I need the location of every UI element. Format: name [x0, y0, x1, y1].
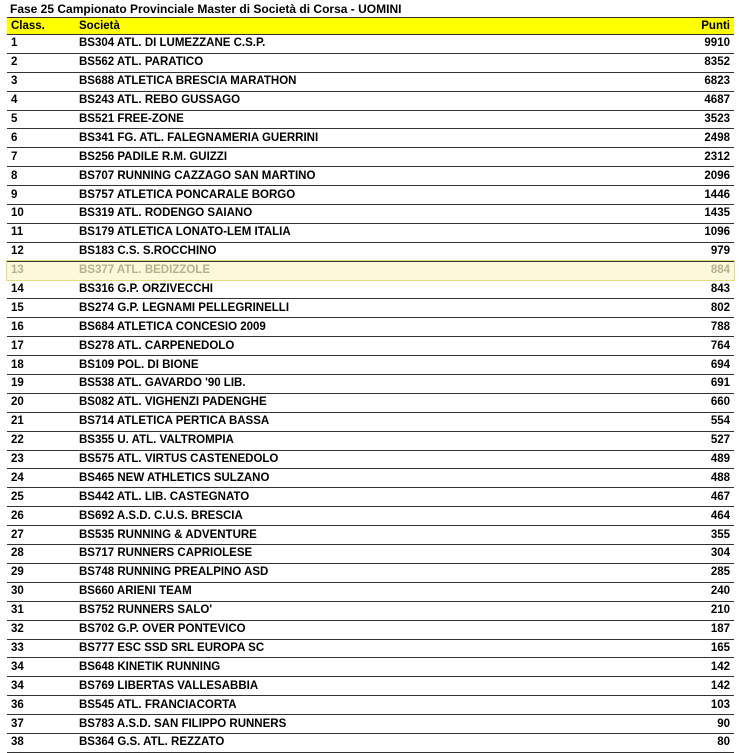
table-row — [7, 412, 734, 431]
points-cell: 90 — [635, 715, 734, 734]
table-row — [7, 601, 734, 620]
table-row — [7, 110, 734, 129]
club-cell: BS082 ATL. VIGHENZI PADENGHE — [75, 393, 635, 412]
rank-cell: 34 — [7, 658, 75, 677]
points-cell: 103 — [635, 696, 734, 715]
points-cell: 8352 — [635, 53, 734, 72]
rank-cell: 32 — [7, 620, 75, 639]
table-row — [7, 35, 734, 54]
club-cell: BS717 RUNNERS CAPRIOLESE — [75, 545, 635, 564]
rank-cell: 18 — [7, 356, 75, 375]
points-cell: 884 — [635, 261, 734, 280]
points-cell: 554 — [635, 412, 734, 431]
club-cell: BS304 ATL. DI LUMEZZANE C.S.P. — [75, 35, 635, 54]
table-row — [7, 186, 734, 205]
table-row — [7, 129, 734, 148]
club-cell: BS684 ATLETICA CONCESIO 2009 — [75, 318, 635, 337]
club-cell: BS538 ATL. GAVARDO '90 LIB. — [75, 375, 635, 394]
rank-cell: 14 — [7, 280, 75, 299]
table-row — [7, 677, 734, 696]
points-cell: 3523 — [635, 110, 734, 129]
points-cell: 527 — [635, 431, 734, 450]
points-cell: 285 — [635, 563, 734, 582]
rank-cell: 36 — [7, 696, 75, 715]
table-row — [7, 299, 734, 318]
points-cell: 355 — [635, 526, 734, 545]
club-cell: BS688 ATLETICA BRESCIA MARATHON — [75, 72, 635, 91]
club-cell: BS714 ATLETICA PERTICA BASSA — [75, 412, 635, 431]
club-cell: BS278 ATL. CARPENEDOLO — [75, 337, 635, 356]
rank-cell: 38 — [7, 733, 75, 752]
club-cell: BS692 A.S.D. C.U.S. BRESCIA — [75, 507, 635, 526]
rank-cell: 28 — [7, 545, 75, 564]
club-cell: BS562 ATL. PARATICO — [75, 53, 635, 72]
table-row — [7, 393, 734, 412]
rank-cell: 15 — [7, 299, 75, 318]
club-cell: BS648 KINETIK RUNNING — [75, 658, 635, 677]
table-row — [7, 205, 734, 224]
standings-table — [7, 17, 734, 753]
rank-cell: 26 — [7, 507, 75, 526]
club-cell: BS256 PADILE R.M. GUIZZI — [75, 148, 635, 167]
table-row — [7, 658, 734, 677]
table-row — [7, 280, 734, 299]
table-row — [7, 53, 734, 72]
club-cell: BS707 RUNNING CAZZAGO SAN MARTINO — [75, 167, 635, 186]
table-row — [7, 356, 734, 375]
rank-cell: 8 — [7, 167, 75, 186]
points-cell: 764 — [635, 337, 734, 356]
header-row — [7, 18, 734, 35]
points-cell: 6823 — [635, 72, 734, 91]
rank-cell: 33 — [7, 639, 75, 658]
rank-cell: 6 — [7, 129, 75, 148]
points-cell: 142 — [635, 677, 734, 696]
table-row — [7, 620, 734, 639]
club-cell: BS783 A.S.D. SAN FILIPPO RUNNERS — [75, 715, 635, 734]
rank-cell: 12 — [7, 242, 75, 261]
points-cell: 9910 — [635, 35, 734, 54]
club-cell: BS377 ATL. BEDIZZOLE — [75, 261, 635, 280]
table-row — [7, 545, 734, 564]
page-title: Fase 25 Campionato Provinciale Master di Società di Corsa - UOMINI — [10, 2, 402, 16]
club-cell: BS109 POL. DI BIONE — [75, 356, 635, 375]
rank-cell: 3 — [7, 72, 75, 91]
header-points: Punti — [635, 18, 734, 35]
club-cell: BS364 G.S. ATL. REZZATO — [75, 733, 635, 752]
rank-cell: 27 — [7, 526, 75, 545]
rank-cell: 34 — [7, 677, 75, 696]
rank-cell: 19 — [7, 375, 75, 394]
table-row — [7, 167, 734, 186]
rank-cell: 4 — [7, 91, 75, 110]
club-cell: BS465 NEW ATHLETICS SULZANO — [75, 469, 635, 488]
points-cell: 1435 — [635, 205, 734, 224]
header-club: Società — [75, 18, 635, 35]
rank-cell: 37 — [7, 715, 75, 734]
table-row — [7, 450, 734, 469]
club-cell: BS769 LIBERTAS VALLESABBIA — [75, 677, 635, 696]
points-cell: 80 — [635, 733, 734, 752]
rank-cell: 20 — [7, 393, 75, 412]
club-cell: BS179 ATLETICA LONATO-LEM ITALIA — [75, 223, 635, 242]
table-header — [7, 18, 734, 35]
points-cell: 210 — [635, 601, 734, 620]
rank-cell: 24 — [7, 469, 75, 488]
table-row — [7, 733, 734, 752]
points-cell: 304 — [635, 545, 734, 564]
points-cell: 2312 — [635, 148, 734, 167]
table-row — [7, 223, 734, 242]
rank-cell: 9 — [7, 186, 75, 205]
club-cell: BS545 ATL. FRANCIACORTA — [75, 696, 635, 715]
points-cell: 1096 — [635, 223, 734, 242]
club-cell: BS757 ATLETICA PONCARALE BORGO — [75, 186, 635, 205]
club-cell: BS319 ATL. RODENGO SAIANO — [75, 205, 635, 224]
rank-cell: 22 — [7, 431, 75, 450]
club-cell: BS316 G.P. ORZIVECCHI — [75, 280, 635, 299]
table-row — [7, 91, 734, 110]
club-cell: BS274 G.P. LEGNAMI PELLEGRINELLI — [75, 299, 635, 318]
club-cell: BS660 ARIENI TEAM — [75, 582, 635, 601]
table-row — [7, 696, 734, 715]
points-cell: 691 — [635, 375, 734, 394]
club-cell: BS748 RUNNING PREALPINO ASD — [75, 563, 635, 582]
points-cell: 489 — [635, 450, 734, 469]
club-cell: BS442 ATL. LIB. CASTEGNATO — [75, 488, 635, 507]
rank-cell: 13 — [7, 261, 75, 280]
points-cell: 788 — [635, 318, 734, 337]
rank-cell: 21 — [7, 412, 75, 431]
table-row — [7, 72, 734, 91]
table-row — [7, 431, 734, 450]
rank-cell: 11 — [7, 223, 75, 242]
table-row — [7, 469, 734, 488]
rank-cell: 16 — [7, 318, 75, 337]
rank-cell: 2 — [7, 53, 75, 72]
club-cell: BS341 FG. ATL. FALEGNAMERIA GUERRINI — [75, 129, 635, 148]
table-row — [7, 375, 734, 394]
points-cell: 694 — [635, 356, 734, 375]
points-cell: 660 — [635, 393, 734, 412]
club-cell: BS777 ESC SSD SRL EUROPA SC — [75, 639, 635, 658]
table-row — [7, 261, 734, 280]
club-cell: BS521 FREE-ZONE — [75, 110, 635, 129]
table-row — [7, 563, 734, 582]
table-row — [7, 488, 734, 507]
rank-cell: 1 — [7, 35, 75, 54]
club-cell: BS243 ATL. REBO GUSSAGO — [75, 91, 635, 110]
table-body — [7, 35, 734, 753]
points-cell: 165 — [635, 639, 734, 658]
points-cell: 843 — [635, 280, 734, 299]
rank-cell: 25 — [7, 488, 75, 507]
points-cell: 2498 — [635, 129, 734, 148]
rank-cell: 17 — [7, 337, 75, 356]
rank-cell: 23 — [7, 450, 75, 469]
club-cell: BS535 RUNNING & ADVENTURE — [75, 526, 635, 545]
club-cell: BS575 ATL. VIRTUS CASTENEDOLO — [75, 450, 635, 469]
table-row — [7, 582, 734, 601]
points-cell: 488 — [635, 469, 734, 488]
table-row — [7, 507, 734, 526]
rank-cell: 29 — [7, 563, 75, 582]
club-cell: BS702 G.P. OVER PONTEVICO — [75, 620, 635, 639]
points-cell: 2096 — [635, 167, 734, 186]
points-cell: 1446 — [635, 186, 734, 205]
rank-cell: 30 — [7, 582, 75, 601]
rank-cell: 7 — [7, 148, 75, 167]
club-cell: BS355 U. ATL. VALTROMPIA — [75, 431, 635, 450]
points-cell: 142 — [635, 658, 734, 677]
table-row — [7, 526, 734, 545]
club-cell: BS752 RUNNERS SALO' — [75, 601, 635, 620]
header-rank: Class. — [7, 18, 75, 35]
points-cell: 464 — [635, 507, 734, 526]
table-row — [7, 148, 734, 167]
table-row — [7, 318, 734, 337]
rank-cell: 5 — [7, 110, 75, 129]
rank-cell: 10 — [7, 205, 75, 224]
table-row — [7, 639, 734, 658]
rank-cell: 31 — [7, 601, 75, 620]
points-cell: 802 — [635, 299, 734, 318]
points-cell: 240 — [635, 582, 734, 601]
points-cell: 4687 — [635, 91, 734, 110]
points-cell: 979 — [635, 242, 734, 261]
table-row — [7, 337, 734, 356]
table-row — [7, 715, 734, 734]
points-cell: 467 — [635, 488, 734, 507]
club-cell: BS183 C.S. S.ROCCHINO — [75, 242, 635, 261]
table-row — [7, 242, 734, 261]
points-cell: 187 — [635, 620, 734, 639]
